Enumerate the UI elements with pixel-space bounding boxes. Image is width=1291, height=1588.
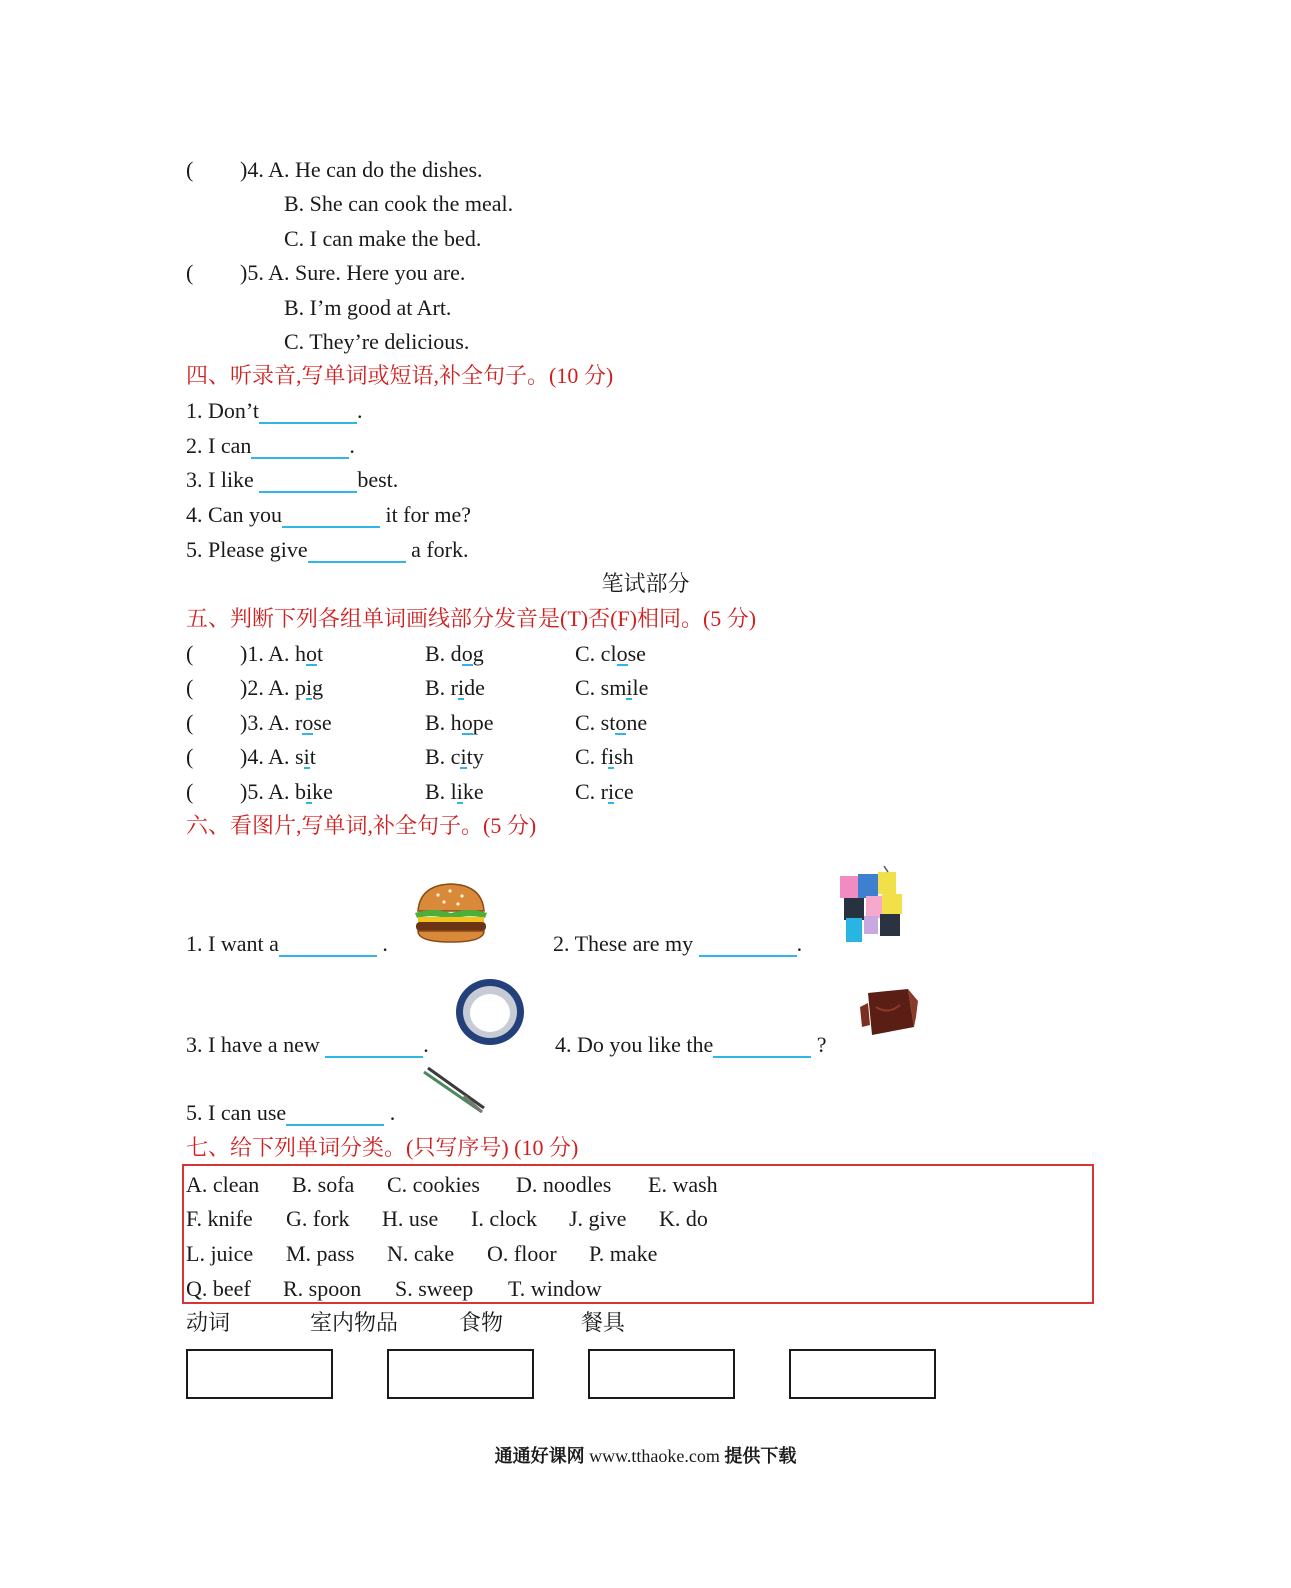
option-a <box>295 641 425 667</box>
footer-brand: 通通好课网 <box>494 1446 585 1466</box>
word-bank-item: G. fork <box>286 1206 350 1231</box>
word-bank-item: E. wash <box>648 1172 718 1197</box>
word-part: se <box>313 710 332 735</box>
option-c <box>575 744 634 769</box>
sec6-q4 <box>555 1032 827 1058</box>
item-text: it for me? <box>379 502 471 527</box>
answer-paren[interactable]: ( <box>186 710 194 735</box>
section-7-title: 七、给下列单词分类。(只写序号) (10 分) <box>186 1135 579 1160</box>
word-bank-item: J. give <box>569 1206 627 1231</box>
answer-box-indoor-items[interactable] <box>387 1349 534 1399</box>
answer-paren: ( <box>186 157 194 182</box>
underlined-letter: o <box>615 710 627 735</box>
option-c <box>575 779 634 804</box>
sec4-item-2 <box>186 433 355 459</box>
answer-paren[interactable]: ( <box>186 744 194 769</box>
word-part: B. c <box>425 744 461 769</box>
category-label-tableware: 餐具 <box>581 1310 626 1335</box>
word-part: p <box>295 675 306 700</box>
item-text: 3. I have a new <box>186 1032 326 1057</box>
answer-blank[interactable] <box>279 933 377 957</box>
answer-box-tableware[interactable] <box>789 1349 936 1399</box>
word-bank-item: D. noodles <box>516 1172 612 1197</box>
word-bank-item: C. cookies <box>387 1172 480 1197</box>
word-bank-item: P. make <box>589 1241 658 1266</box>
option-c <box>575 641 646 666</box>
footer <box>0 1442 1291 1468</box>
option-b <box>425 744 575 770</box>
item-text: 3. I like <box>186 467 260 492</box>
underlined-letter: i <box>608 744 615 769</box>
sec5-row <box>186 744 634 770</box>
sec5-row <box>186 641 646 667</box>
underlined-letter: o <box>306 641 317 666</box>
option-b <box>425 641 575 667</box>
underlined-letter: o <box>302 710 314 735</box>
question-number: )1. A. <box>240 641 295 666</box>
question-4-option-c: C. I can make the bed. <box>284 226 482 251</box>
sec6-q3 <box>186 1032 429 1058</box>
option-c <box>575 710 647 735</box>
answer-blank[interactable] <box>308 539 406 563</box>
word-part: C. cl <box>575 641 617 666</box>
hamburger-icon <box>412 881 490 945</box>
footer-url[interactable]: www.tthaoke.com <box>589 1446 720 1466</box>
option-b <box>425 710 575 736</box>
item-text: 1. Don’t <box>186 398 259 423</box>
option-a <box>295 744 425 770</box>
chocolate-icon <box>858 987 920 1039</box>
category-label-food: 食物 <box>459 1310 504 1335</box>
item-text: . <box>796 931 803 956</box>
word-part: B. h <box>425 710 462 735</box>
item-text: 4. Do you like the <box>555 1032 714 1057</box>
word-part: sh <box>614 744 634 769</box>
category-label-indoor-items: 室内物品 <box>310 1310 399 1335</box>
sec4-item-5 <box>186 537 469 563</box>
underlined-letter: i <box>626 675 633 700</box>
word-bank-item: R. spoon <box>283 1276 362 1301</box>
word-bank-item: H. use <box>382 1206 439 1231</box>
sec6-q2 <box>553 931 802 957</box>
question-5-option-c: C. They’re delicious. <box>284 329 470 354</box>
word-part: pe <box>472 710 494 735</box>
item-text: . <box>384 1100 396 1125</box>
item-text: . <box>349 433 355 458</box>
item-text: best. <box>357 467 399 492</box>
sec4-item-3 <box>186 467 398 493</box>
word-part: se <box>627 641 646 666</box>
word-part: B. r <box>425 675 458 700</box>
word-bank-item: O. floor <box>487 1241 557 1266</box>
item-text: . <box>423 1032 429 1057</box>
word-part: ty <box>466 744 484 769</box>
question-number: )2. A. <box>240 675 295 700</box>
word-part: C. r <box>575 779 608 804</box>
underlined-letter: i <box>306 779 313 804</box>
item-text: a fork. <box>405 537 469 562</box>
item-text: 2. These are my <box>553 931 699 956</box>
item-text: ? <box>811 1032 827 1057</box>
word-part: b <box>295 779 306 804</box>
sec5-row <box>186 675 648 701</box>
underlined-letter: i <box>306 675 313 700</box>
word-part: C. f <box>575 744 608 769</box>
word-bank-item: S. sweep <box>395 1276 474 1301</box>
word-part: t <box>317 641 324 666</box>
item-text: 4. Can you <box>186 502 282 527</box>
word-bank-item: L. juice <box>186 1241 254 1266</box>
answer-blank[interactable] <box>713 1034 811 1058</box>
word-part: t <box>309 744 316 769</box>
question-5-line <box>186 260 465 286</box>
option-a <box>295 675 425 701</box>
option-b <box>425 779 575 805</box>
section-4-title: 四、听录音,写单词或短语,补全句子。(10 分) <box>186 363 614 388</box>
sec4-item-1 <box>186 398 362 424</box>
word-bank-item: B. sofa <box>292 1172 355 1197</box>
question-number: )4. A. <box>240 744 295 769</box>
question-4-option-b: B. She can cook the meal. <box>284 191 514 216</box>
underlined-letter: i <box>456 779 463 804</box>
question-5-option-a: )5. A. Sure. Here you are. <box>240 260 466 285</box>
tape-icon <box>454 977 526 1047</box>
question-number: )5. A. <box>240 779 295 804</box>
option-c <box>575 675 648 700</box>
sec4-item-4 <box>186 502 471 528</box>
answer-blank[interactable] <box>251 435 349 459</box>
word-bank-item: K. do <box>659 1206 708 1231</box>
item-text: 5. Please give <box>186 537 308 562</box>
word-part: B. l <box>425 779 457 804</box>
word-bank-item: Q. beef <box>186 1276 251 1301</box>
category-label-verbs: 动词 <box>186 1310 231 1335</box>
word-part: ne <box>626 710 648 735</box>
option-a <box>295 779 425 805</box>
underlined-letter: o <box>461 641 473 666</box>
word-part: ke <box>312 779 333 804</box>
word-part: ke <box>462 779 484 804</box>
answer-paren: ( <box>186 260 194 285</box>
written-part-heading: 笔试部分 <box>601 571 690 596</box>
word-part: g <box>472 641 484 666</box>
section-5-title: 五、判断下列各组单词画线部分发音是(T)否(F)相同。(5 分) <box>186 606 757 631</box>
question-4-line <box>186 157 483 183</box>
underlined-letter: i <box>303 744 310 769</box>
word-part: ce <box>614 779 634 804</box>
word-bank-item: I. clock <box>471 1206 537 1231</box>
word-part: h <box>295 641 306 666</box>
item-text: 1. I want a <box>186 931 279 956</box>
answer-paren[interactable]: ( <box>186 779 194 804</box>
sec6-q5 <box>186 1100 395 1126</box>
item-text: 2. I can <box>186 433 252 458</box>
answer-box-food[interactable] <box>588 1349 735 1399</box>
item-text: . <box>356 398 363 423</box>
word-part: C. sm <box>575 675 627 700</box>
item-text: 5. I can use <box>186 1100 287 1125</box>
answer-blank[interactable] <box>286 1102 384 1126</box>
answer-blank[interactable] <box>259 400 357 424</box>
item-text: . <box>376 931 388 956</box>
answer-paren[interactable]: ( <box>186 641 194 666</box>
sec5-row <box>186 779 634 805</box>
word-part: le <box>632 675 649 700</box>
underlined-letter: o <box>461 710 473 735</box>
footer-tail: 提供下载 <box>724 1446 797 1466</box>
answer-blank[interactable] <box>282 504 380 528</box>
sec5-row <box>186 710 647 736</box>
word-part: C. st <box>575 710 616 735</box>
answer-blank[interactable] <box>325 1034 423 1058</box>
underlined-letter: o <box>616 641 628 666</box>
word-part: B. d <box>425 641 462 666</box>
option-a <box>295 710 425 736</box>
word-part: de <box>464 675 485 700</box>
word-bank-item: N. cake <box>387 1241 455 1266</box>
answer-blank[interactable] <box>699 933 797 957</box>
sec6-q1 <box>186 931 388 957</box>
option-b <box>425 675 575 701</box>
answer-box-verbs[interactable] <box>186 1349 333 1399</box>
question-4-option-a: )4. A. He can do the dishes. <box>240 157 483 182</box>
word-bank-item: F. knife <box>186 1206 253 1231</box>
underlined-letter: i <box>458 675 465 700</box>
word-bank-item: A. clean <box>186 1172 260 1197</box>
word-part: s <box>295 744 304 769</box>
word-part: g <box>312 675 324 700</box>
clothes-icon <box>836 866 908 946</box>
question-5-option-b: B. I’m good at Art. <box>284 295 452 320</box>
underlined-letter: i <box>608 779 615 804</box>
underlined-letter: i <box>460 744 467 769</box>
word-part: r <box>295 710 303 735</box>
answer-blank[interactable] <box>259 469 357 493</box>
word-bank-item: M. pass <box>286 1241 355 1266</box>
word-bank-item: T. window <box>508 1276 602 1301</box>
chopsticks-icon <box>420 1066 488 1118</box>
question-number: )3. A. <box>240 710 295 735</box>
answer-paren[interactable]: ( <box>186 675 194 700</box>
section-6-title: 六、看图片,写单词,补全句子。(5 分) <box>186 813 537 838</box>
